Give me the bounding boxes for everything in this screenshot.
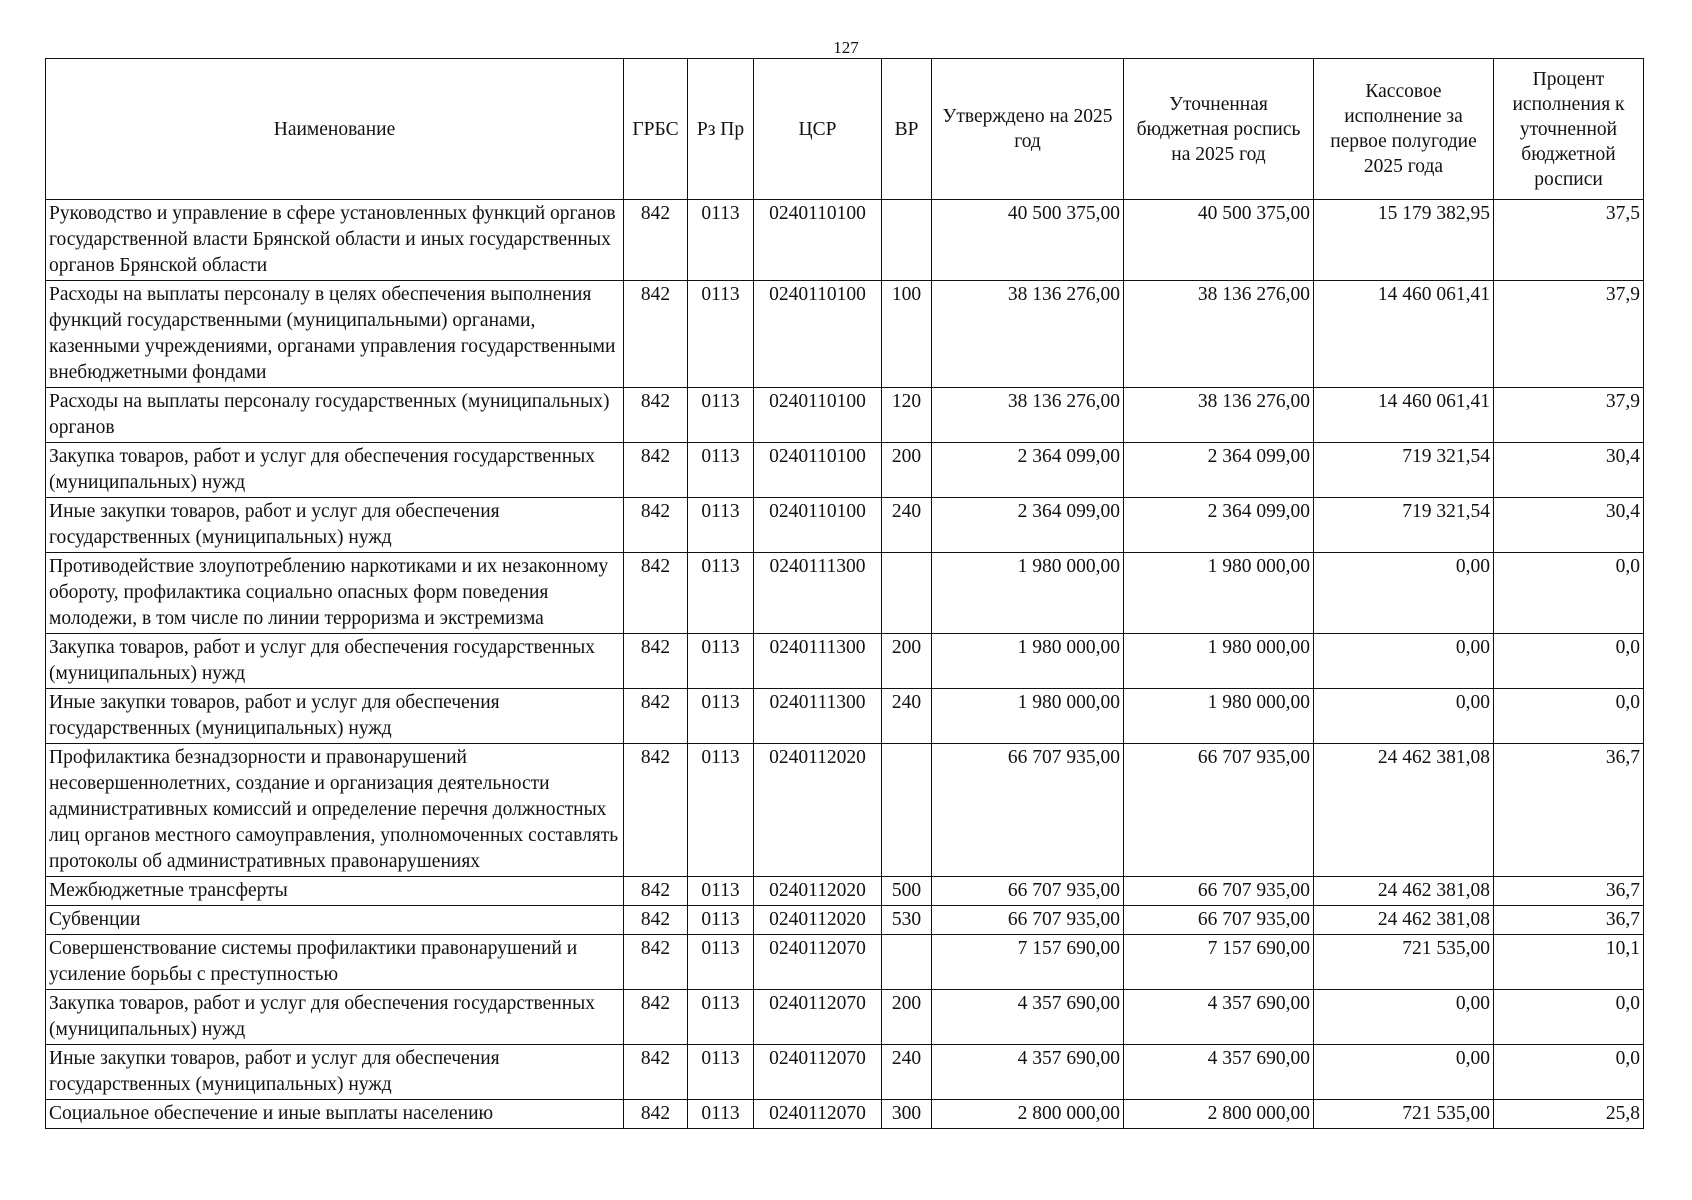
cell-csr: 0240112070: [754, 935, 882, 990]
cell-grbs: 842: [624, 553, 688, 634]
cell-vr: 200: [882, 443, 932, 498]
header-row: [46, 59, 1644, 200]
cell-rzpr: 0113: [688, 443, 754, 498]
cell-vr: 240: [882, 498, 932, 553]
cell-percent: 37,9: [1494, 281, 1644, 388]
cell-grbs: 842: [624, 498, 688, 553]
header-csr: ЦСР: [754, 59, 882, 200]
cell-rzpr: 0113: [688, 906, 754, 935]
table-row: [46, 498, 1644, 553]
cell-name: Совершенствование системы профилактики правонарушений и усиление борьбы с преступностью: [46, 935, 624, 990]
header-executed: Кассовое исполнение за первое полугодие 2025 года: [1314, 59, 1494, 200]
table-row: [46, 689, 1644, 744]
cell-percent: 0,0: [1494, 990, 1644, 1045]
cell-vr: [882, 553, 932, 634]
cell-name: Расходы на выплаты персоналу государственных (муниципальных) органов: [46, 388, 624, 443]
cell-vr: 500: [882, 877, 932, 906]
cell-vr: 200: [882, 990, 932, 1045]
table-row: [46, 281, 1644, 388]
cell-executed: 0,00: [1314, 634, 1494, 689]
cell-grbs: 842: [624, 935, 688, 990]
cell-vr: [882, 744, 932, 877]
cell-refined: 66 707 935,00: [1124, 906, 1314, 935]
cell-percent: 36,7: [1494, 906, 1644, 935]
table-row: [46, 906, 1644, 935]
cell-vr: 240: [882, 1045, 932, 1100]
cell-name: Расходы на выплаты персоналу в целях обеспечения выполнения функций государственными (муниципальными) органами, казенными учреждениями, органами управления государственными внебюджетными фондами: [46, 281, 624, 388]
header-rzpr: Рз Пр: [688, 59, 754, 200]
cell-csr: 0240112070: [754, 990, 882, 1045]
cell-approved: 2 800 000,00: [932, 1100, 1124, 1129]
cell-csr: 0240112070: [754, 1100, 882, 1129]
cell-rzpr: 0113: [688, 388, 754, 443]
table-row: [46, 935, 1644, 990]
cell-approved: 66 707 935,00: [932, 877, 1124, 906]
cell-approved: 38 136 276,00: [932, 281, 1124, 388]
cell-approved: 2 364 099,00: [932, 498, 1124, 553]
cell-rzpr: 0113: [688, 744, 754, 877]
cell-executed: 14 460 061,41: [1314, 388, 1494, 443]
cell-grbs: 842: [624, 443, 688, 498]
cell-csr: 0240110100: [754, 443, 882, 498]
table-header: [46, 59, 1644, 200]
table-row: [46, 990, 1644, 1045]
cell-grbs: 842: [624, 1045, 688, 1100]
cell-rzpr: 0113: [688, 990, 754, 1045]
cell-percent: 36,7: [1494, 744, 1644, 877]
cell-refined: 4 357 690,00: [1124, 1045, 1314, 1100]
cell-executed: 719 321,54: [1314, 443, 1494, 498]
cell-name: Закупка товаров, работ и услуг для обеспечения государственных (муниципальных) нужд: [46, 443, 624, 498]
cell-executed: 0,00: [1314, 689, 1494, 744]
cell-approved: 4 357 690,00: [932, 1045, 1124, 1100]
table-row: [46, 553, 1644, 634]
cell-vr: [882, 935, 932, 990]
cell-grbs: 842: [624, 744, 688, 877]
cell-name: Иные закупки товаров, работ и услуг для обеспечения государственных (муниципальных) нужд: [46, 689, 624, 744]
cell-executed: 24 462 381,08: [1314, 877, 1494, 906]
cell-refined: 38 136 276,00: [1124, 388, 1314, 443]
cell-csr: 0240110100: [754, 388, 882, 443]
cell-vr: 200: [882, 634, 932, 689]
cell-rzpr: 0113: [688, 877, 754, 906]
cell-rzpr: 0113: [688, 935, 754, 990]
cell-grbs: 842: [624, 906, 688, 935]
cell-approved: 38 136 276,00: [932, 388, 1124, 443]
cell-percent: 25,8: [1494, 1100, 1644, 1129]
cell-approved: 66 707 935,00: [932, 744, 1124, 877]
cell-csr: 0240111300: [754, 689, 882, 744]
cell-vr: [882, 200, 932, 281]
cell-executed: 0,00: [1314, 553, 1494, 634]
cell-executed: 721 535,00: [1314, 1100, 1494, 1129]
cell-grbs: 842: [624, 990, 688, 1045]
cell-approved: 40 500 375,00: [932, 200, 1124, 281]
cell-grbs: 842: [624, 689, 688, 744]
cell-refined: 1 980 000,00: [1124, 553, 1314, 634]
cell-vr: 100: [882, 281, 932, 388]
cell-vr: 530: [882, 906, 932, 935]
table-row: [46, 388, 1644, 443]
cell-rzpr: 0113: [688, 634, 754, 689]
table-row: [46, 200, 1644, 281]
cell-executed: 0,00: [1314, 990, 1494, 1045]
cell-approved: 4 357 690,00: [932, 990, 1124, 1045]
cell-rzpr: 0113: [688, 1045, 754, 1100]
cell-grbs: 842: [624, 281, 688, 388]
header-grbs: ГРБС: [624, 59, 688, 200]
cell-refined: 7 157 690,00: [1124, 935, 1314, 990]
header-refined: Уточненная бюджетная роспись на 2025 год: [1124, 59, 1314, 200]
cell-percent: 0,0: [1494, 553, 1644, 634]
cell-refined: 1 980 000,00: [1124, 634, 1314, 689]
cell-name: Закупка товаров, работ и услуг для обеспечения государственных (муниципальных) нужд: [46, 990, 624, 1045]
table-row: [46, 634, 1644, 689]
page-number: 127: [833, 38, 859, 57]
cell-name: Руководство и управление в сфере установленных функций органов государственной власти Брянской области и иных государственных органов Брянской области: [46, 200, 624, 281]
cell-rzpr: 0113: [688, 689, 754, 744]
cell-rzpr: 0113: [688, 200, 754, 281]
cell-name: Закупка товаров, работ и услуг для обеспечения государственных (муниципальных) нужд: [46, 634, 624, 689]
cell-percent: 36,7: [1494, 877, 1644, 906]
cell-csr: 0240112020: [754, 744, 882, 877]
cell-executed: 0,00: [1314, 1045, 1494, 1100]
cell-percent: 30,4: [1494, 498, 1644, 553]
cell-grbs: 842: [624, 1100, 688, 1129]
cell-refined: 4 357 690,00: [1124, 990, 1314, 1045]
cell-refined: 2 800 000,00: [1124, 1100, 1314, 1129]
cell-name: Иные закупки товаров, работ и услуг для обеспечения государственных (муниципальных) нужд: [46, 1045, 624, 1100]
header-percent: Процент исполнения к уточненной бюджетной росписи: [1494, 59, 1644, 200]
cell-rzpr: 0113: [688, 1100, 754, 1129]
cell-csr: 0240111300: [754, 553, 882, 634]
cell-executed: 14 460 061,41: [1314, 281, 1494, 388]
cell-csr: 0240110100: [754, 281, 882, 388]
cell-csr: 0240112070: [754, 1045, 882, 1100]
cell-approved: 1 980 000,00: [932, 553, 1124, 634]
cell-name: Противодействие злоупотреблению наркотиками и их незаконному обороту, профилактика социально опасных форм поведения молодежи, в том числе по линии терроризма и экстремизма: [46, 553, 624, 634]
cell-csr: 0240111300: [754, 634, 882, 689]
cell-name: Иные закупки товаров, работ и услуг для обеспечения государственных (муниципальных) нужд: [46, 498, 624, 553]
cell-grbs: 842: [624, 200, 688, 281]
cell-approved: 2 364 099,00: [932, 443, 1124, 498]
cell-refined: 38 136 276,00: [1124, 281, 1314, 388]
cell-csr: 0240110100: [754, 498, 882, 553]
cell-name: Субвенции: [46, 906, 624, 935]
cell-executed: 24 462 381,08: [1314, 906, 1494, 935]
header-approved: Утверждено на 2025 год: [932, 59, 1124, 200]
cell-csr: 0240112020: [754, 906, 882, 935]
cell-rzpr: 0113: [688, 281, 754, 388]
cell-percent: 0,0: [1494, 634, 1644, 689]
cell-rzpr: 0113: [688, 553, 754, 634]
table-row: [46, 877, 1644, 906]
cell-csr: 0240110100: [754, 200, 882, 281]
cell-approved: 1 980 000,00: [932, 689, 1124, 744]
cell-vr: 240: [882, 689, 932, 744]
cell-percent: 30,4: [1494, 443, 1644, 498]
cell-percent: 37,5: [1494, 200, 1644, 281]
table-row: [46, 1045, 1644, 1100]
table-row: [46, 1100, 1644, 1129]
table-row: [46, 744, 1644, 877]
cell-executed: 721 535,00: [1314, 935, 1494, 990]
cell-percent: 37,9: [1494, 388, 1644, 443]
cell-name: Социальное обеспечение и иные выплаты населению: [46, 1100, 624, 1129]
cell-refined: 1 980 000,00: [1124, 689, 1314, 744]
cell-refined: 66 707 935,00: [1124, 877, 1314, 906]
cell-grbs: 842: [624, 634, 688, 689]
cell-refined: 66 707 935,00: [1124, 744, 1314, 877]
cell-name: Профилактика безнадзорности и правонарушений несовершеннолетних, создание и организация деятельности административных комиссий и определение перечня должностных лиц органов местного самоуправления, уполномоченных составлять протоколы об административных правонарушениях: [46, 744, 624, 877]
cell-percent: 0,0: [1494, 1045, 1644, 1100]
cell-approved: 1 980 000,00: [932, 634, 1124, 689]
cell-executed: 15 179 382,95: [1314, 200, 1494, 281]
cell-refined: 2 364 099,00: [1124, 498, 1314, 553]
cell-executed: 24 462 381,08: [1314, 744, 1494, 877]
budget-table: [45, 58, 1644, 1129]
table-row: [46, 443, 1644, 498]
cell-refined: 40 500 375,00: [1124, 200, 1314, 281]
cell-vr: 300: [882, 1100, 932, 1129]
header-name: Наименование: [46, 59, 624, 200]
header-vr: ВР: [882, 59, 932, 200]
cell-grbs: 842: [624, 877, 688, 906]
cell-grbs: 842: [624, 388, 688, 443]
cell-vr: 120: [882, 388, 932, 443]
cell-name: Межбюджетные трансферты: [46, 877, 624, 906]
cell-executed: 719 321,54: [1314, 498, 1494, 553]
table-body: [46, 200, 1644, 1129]
cell-refined: 2 364 099,00: [1124, 443, 1314, 498]
cell-percent: 10,1: [1494, 935, 1644, 990]
cell-rzpr: 0113: [688, 498, 754, 553]
cell-percent: 0,0: [1494, 689, 1644, 744]
cell-csr: 0240112020: [754, 877, 882, 906]
cell-approved: 66 707 935,00: [932, 906, 1124, 935]
cell-approved: 7 157 690,00: [932, 935, 1124, 990]
